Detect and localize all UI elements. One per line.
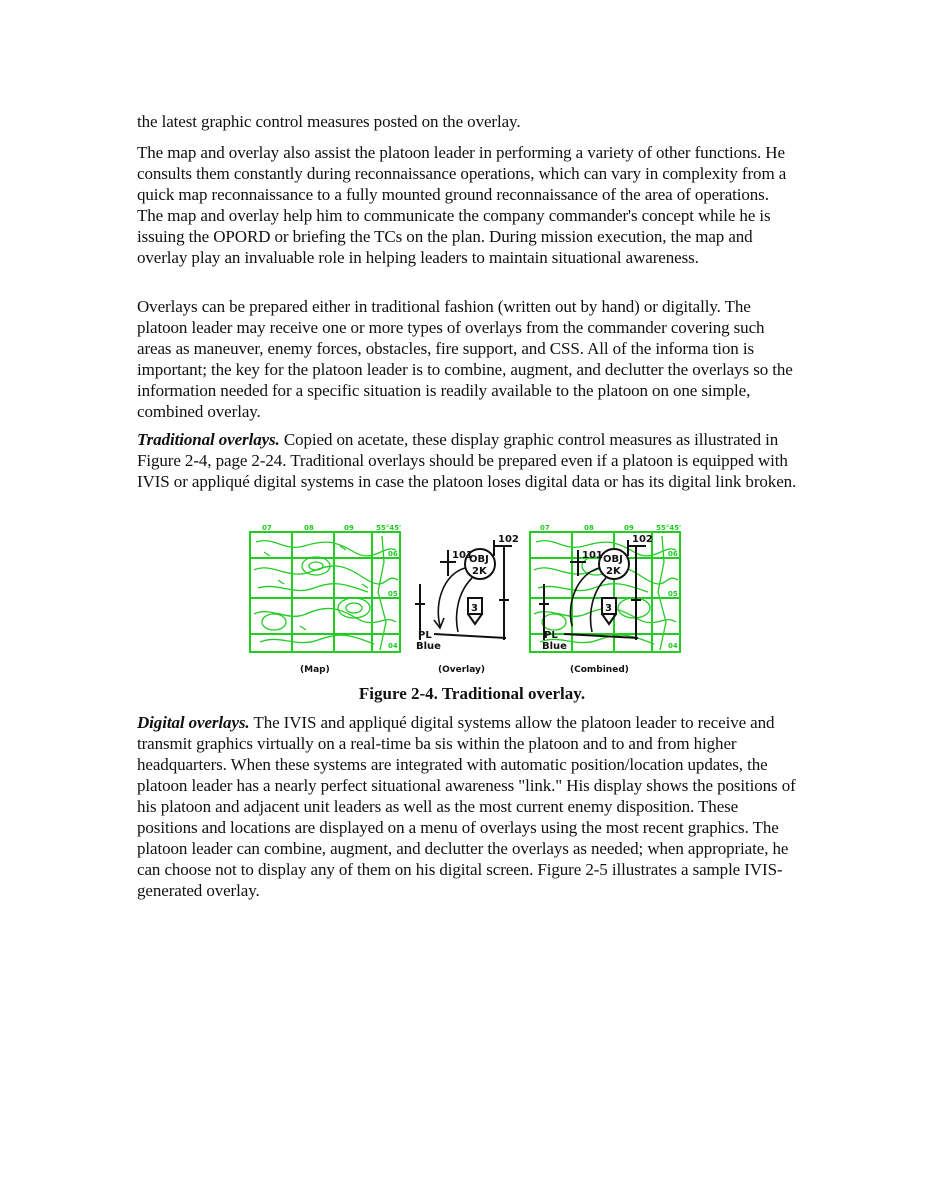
map-grid-label-04: 04 — [388, 642, 398, 650]
overlay-obj-label: OBJ — [469, 554, 489, 565]
combined-panel — [530, 524, 681, 675]
map-grid-label-05: 05 — [388, 590, 398, 598]
traditional-overlays-lead: Traditional overlays. — [137, 430, 280, 449]
map-grid-label-coord: 55°45' — [376, 524, 402, 532]
combined-obj-label: OBJ — [603, 554, 623, 565]
overlay-unit-label: 3 — [471, 603, 478, 614]
combined-grid-label-09: 09 — [624, 524, 634, 532]
combined-grid-label-04: 04 — [668, 642, 678, 650]
digital-overlays-lead: Digital overlays. — [137, 713, 250, 732]
digital-overlays-body: The IVIS and appliqué digital systems allow the platoon leader to receive and transmit graphics virtually on a real-time ba sis within the platoon and to and from higher headquarters. When these systems are integrated with automatic position/location updates, the platoon leader has a nearly perfect situational awareness "link." His display shows the positions of his platoon and adjacent unit leaders as well as the most current enemy disposition. These positions and locations are displayed on a menu of overlays using the most recent graphics. The platoon leader can combine, augment, and declutter the overlays as needed; when appropriate, he can choose not to display any of them on his digital screen. Figure 2-5 illustrates a sample IVIS-generated overlay. — [137, 713, 796, 900]
figure-2-4-illustration — [244, 522, 688, 682]
combined-pl-name: Blue — [542, 641, 567, 652]
combined-obj-sub-label: 2K — [606, 566, 621, 577]
map-panel-label: (Map) — [300, 665, 330, 675]
map-panel — [250, 524, 401, 675]
combined-grid-label-06: 06 — [668, 550, 678, 558]
paragraph-3: Overlays can be prepared either in traditional fashion (written out by hand) or digitally. The platoon leader may receive one or more types of overlays from the commander covering such areas as maneuver, enemy forces, obstacles, fire support, and CSS. All of the informa tion is important; the key for the platoon leader is to combine, augment, and declutter the overlays so the information needed for a specific situation is readily available to the platoon on one simple, combined overlay. — [137, 297, 793, 421]
combined-label-102: 102 — [632, 534, 653, 545]
overlay-label-101: 101 — [452, 550, 473, 561]
paragraph-2: The map and overlay also assist the platoon leader in performing a variety of other functions. He consults them constantly during reconnaissance operations, which can vary in complexity from a quick map reconnaissance to a fully mounted ground reconnaissance of the area of operations. The map and overlay help him to communicate the company commander's concept while he is issuing the OPORD or briefing the TCs on the plan. During mission execution, the map and overlay play an invaluable role in helping leaders to maintain situational awareness. — [137, 143, 787, 267]
figure-2-4 — [244, 522, 688, 682]
overlay-panel — [415, 534, 519, 675]
combined-grid-label-08: 08 — [584, 524, 594, 532]
combined-pl-label: PL — [544, 630, 558, 641]
map-grid-label-07: 07 — [262, 524, 272, 532]
combined-panel-label: (Combined) — [570, 665, 629, 675]
overlay-pl-name: Blue — [416, 641, 441, 652]
paragraph-traditional-overlays — [137, 429, 797, 492]
traditional-overlays-body: Copied on acetate, these display graphic control measures as illustrated in Figure 2-4, page 2-24. Traditional overlays should be prepared even if a platoon is equipped with IVIS or appliqué digital systems in case the platoon loses digital data or has its digital link broken. — [137, 430, 797, 491]
overlay-obj-sub-label: 2K — [472, 566, 487, 577]
combined-unit-label: 3 — [605, 603, 612, 614]
combined-grid-label-coord: 55°45' — [656, 524, 682, 532]
map-grid-label-08: 08 — [304, 524, 314, 532]
combined-label-101: 101 — [582, 550, 603, 561]
paragraph-digital-overlays — [137, 712, 797, 901]
map-grid-label-06: 06 — [388, 550, 398, 558]
overlay-pl-label: PL — [418, 630, 432, 641]
overlay-panel-label: (Overlay) — [438, 665, 486, 675]
combined-grid-label-07: 07 — [540, 524, 550, 532]
figure-caption: Figure 2-4. Traditional overlay. — [358, 684, 586, 703]
paragraph-1: the latest graphic control measures posted on the overlay. — [137, 112, 521, 131]
map-grid-label-09: 09 — [344, 524, 354, 532]
overlay-label-102: 102 — [498, 534, 519, 545]
combined-grid-label-05: 05 — [668, 590, 678, 598]
